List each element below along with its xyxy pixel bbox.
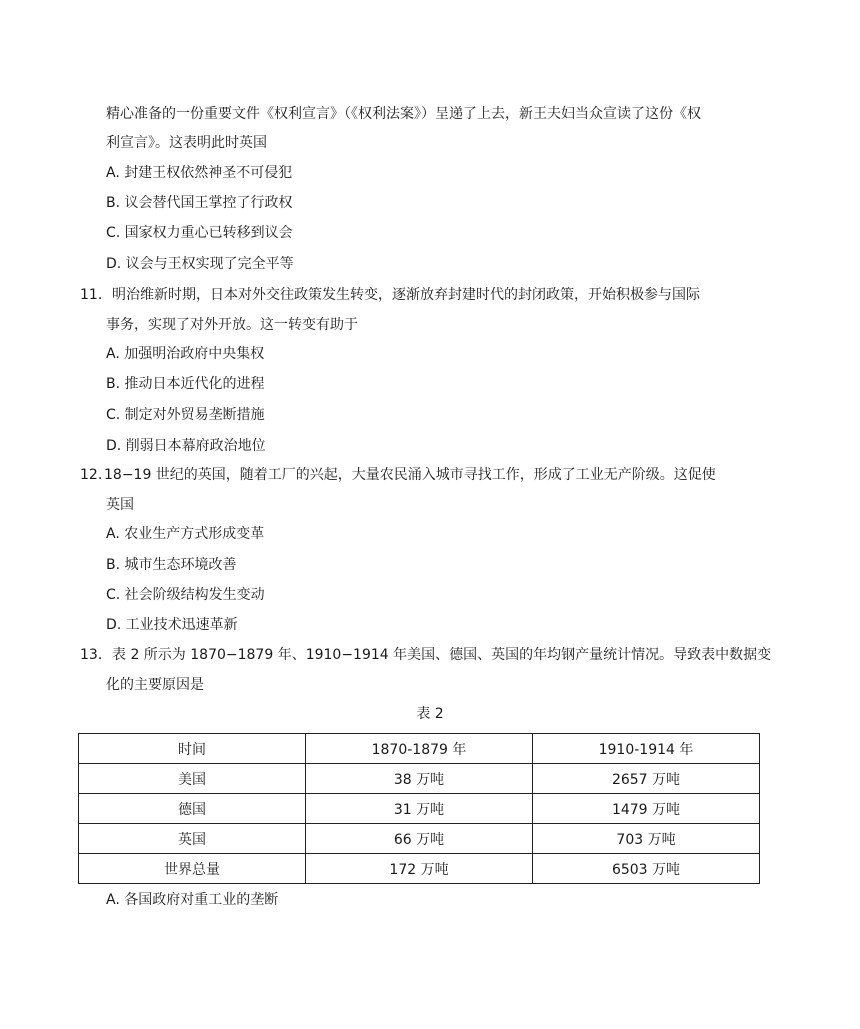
table-cell: 38 万吨 <box>306 764 533 794</box>
q11-option-a: A. 加强明治政府中央集权 <box>106 346 265 362</box>
table-header-cell: 1910-1914 年 <box>533 734 760 764</box>
table-cell: 1479 万吨 <box>533 794 760 824</box>
table-row <box>79 824 760 854</box>
q13-stem-line-2: 化的主要原因是 <box>106 677 204 693</box>
table-cell: 703 万吨 <box>533 824 760 854</box>
table-header-row <box>79 734 760 764</box>
q11-stem-line-1: 明治维新时期，日本对外交往政策发生转变，逐渐放弃封建时代的封闭政策，开始积极参与国际 <box>112 287 700 303</box>
table-row <box>79 794 760 824</box>
table-row <box>79 764 760 794</box>
table-cell: 2657 万吨 <box>533 764 760 794</box>
q10-option-b: B. 议会替代国王掌控了行政权 <box>106 195 293 211</box>
table-row <box>79 854 760 884</box>
table-cell: 66 万吨 <box>306 824 533 854</box>
q13-stem-line-1: 表 2 所示为 1870−1879 年、1910−1914 年美国、德国、英国的年均钢产量统计情况。导致表中数据变 <box>112 647 772 663</box>
table-cell: 31 万吨 <box>306 794 533 824</box>
q12-option-c: C. 社会阶级结构发生变动 <box>106 587 265 603</box>
q12-option-a: A. 农业生产方式形成变革 <box>106 526 265 542</box>
table-cell: 英国 <box>79 824 306 854</box>
q11-number: 11． <box>80 287 112 303</box>
steel-output-table <box>78 733 760 884</box>
q13-option-a: A. 各国政府对重工业的垄断 <box>106 892 279 908</box>
table-cell: 德国 <box>79 794 306 824</box>
q12-stem-line-1: 18−19 世纪的英国，随着工厂的兴起，大量农民涌入城市寻找工作，形成了工业无产阶级。这促使 <box>104 467 716 483</box>
table-cell: 6503 万吨 <box>533 854 760 884</box>
q10-stem-line-1: 精心准备的一份重要文件《权利宣言》（《权利法案》）呈递了上去，新王夫妇当众宣读了这份《权 <box>106 106 701 122</box>
q10-stem-line-2: 利宣言》。这表明此时英国 <box>106 135 267 151</box>
q12-number: 12. <box>80 467 103 483</box>
table-caption: 表 2 <box>416 706 444 722</box>
q12-option-b: B. 城市生态环境改善 <box>106 557 237 573</box>
q11-option-d: D. 削弱日本幕府政治地位 <box>106 438 266 454</box>
q10-option-a: A. 封建王权依然神圣不可侵犯 <box>106 165 293 181</box>
q11-option-c: C. 制定对外贸易垄断措施 <box>106 407 265 423</box>
q12-option-d: D. 工业技术迅速革新 <box>106 617 238 633</box>
table-header-cell: 时间 <box>79 734 306 764</box>
q13-number: 13． <box>80 647 112 663</box>
table-cell: 美国 <box>79 764 306 794</box>
q12-stem-line-2: 英国 <box>106 497 134 513</box>
q11-stem-line-2: 事务，实现了对外开放。这一转变有助于 <box>106 317 358 333</box>
q10-option-d: D. 议会与王权实现了完全平等 <box>106 256 294 272</box>
q10-option-c: C. 国家权力重心已转移到议会 <box>106 225 293 241</box>
table-header-cell: 1870-1879 年 <box>306 734 533 764</box>
table-cell: 世界总量 <box>79 854 306 884</box>
q11-option-b: B. 推动日本近代化的进程 <box>106 376 265 392</box>
table-cell: 172 万吨 <box>306 854 533 884</box>
